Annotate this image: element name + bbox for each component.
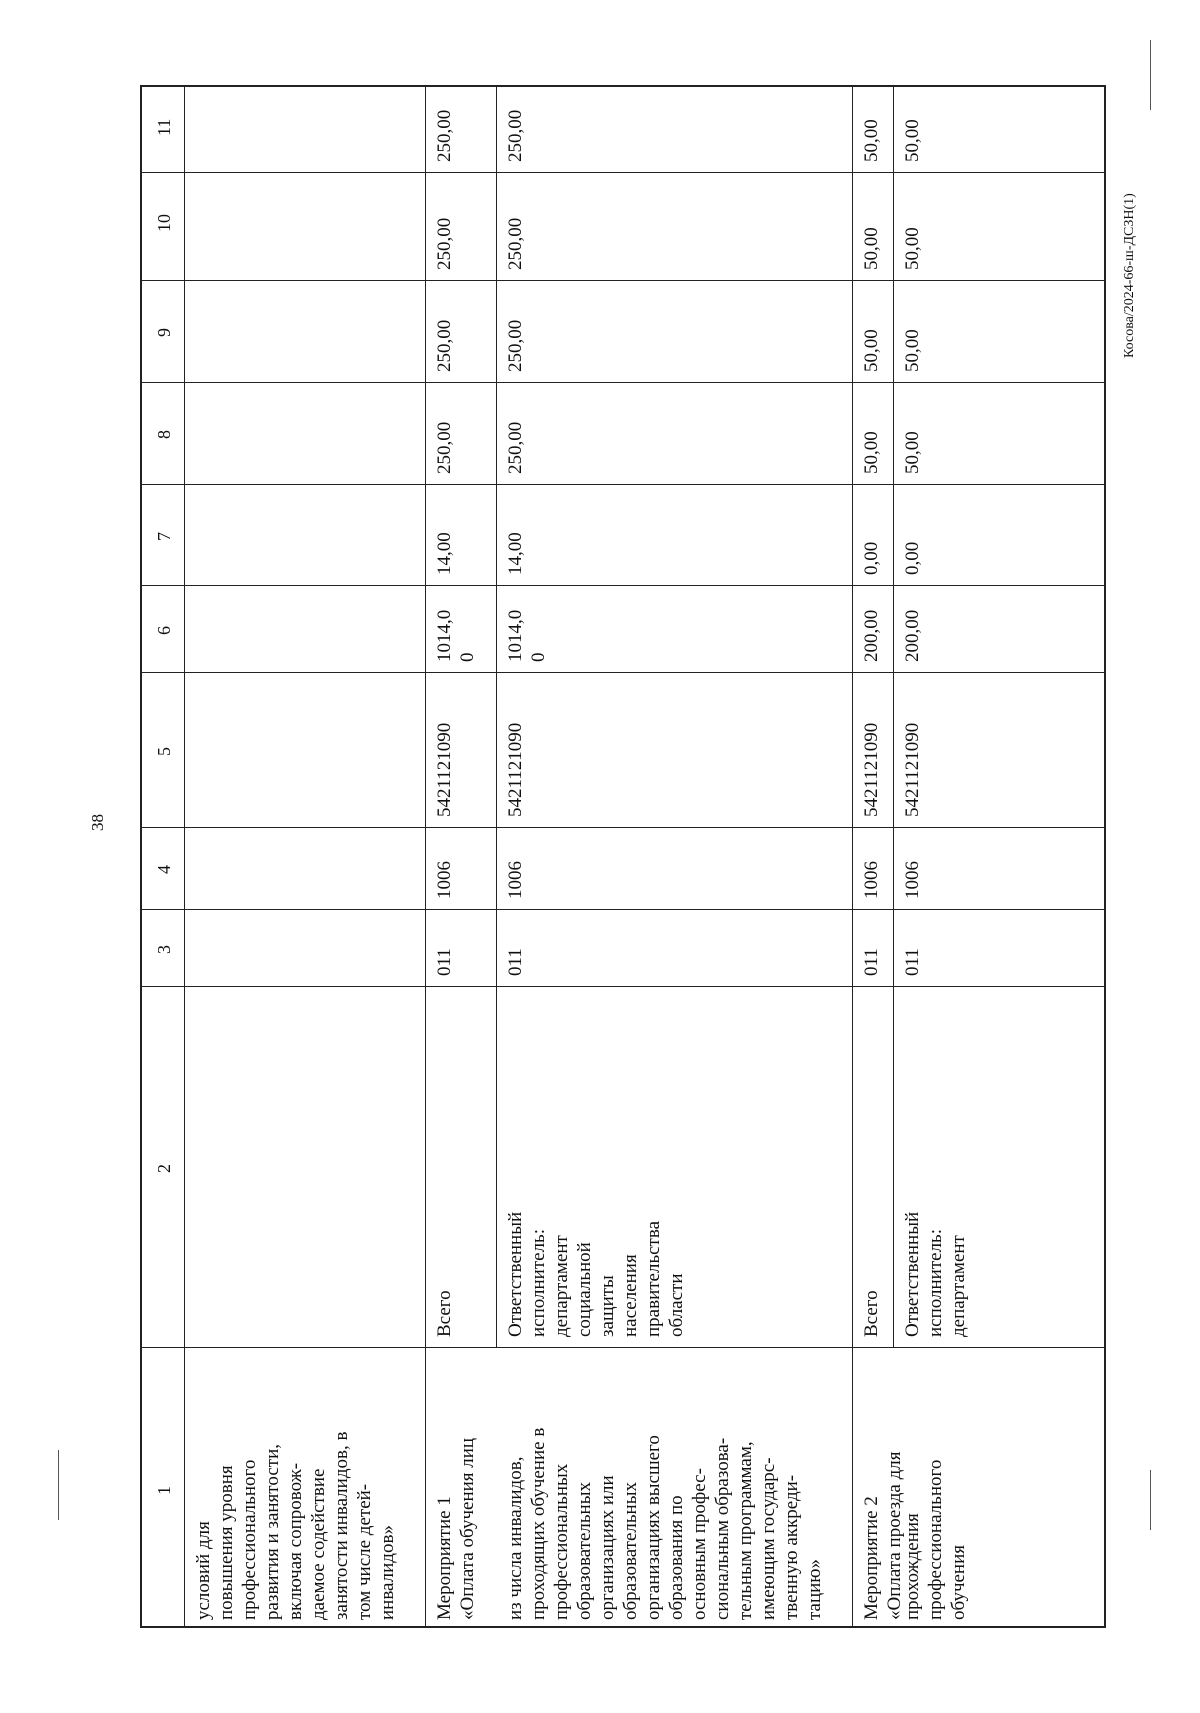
cell-text: 50,00 <box>902 431 923 474</box>
table-cell <box>893 1347 1108 1630</box>
cell-text: Ответственный <box>505 1211 526 1337</box>
cell-text: 200,00 <box>861 609 882 662</box>
table-cell <box>893 484 1108 585</box>
cell-text: повышения уровня <box>216 1465 237 1620</box>
cell-text: 250,00 <box>434 421 455 474</box>
cell-text: 9 <box>154 328 174 337</box>
table-cell <box>893 827 1108 909</box>
budget-table <box>140 85 1106 1628</box>
cell-text: даемое содействие <box>308 1468 329 1620</box>
table-cell <box>496 382 852 484</box>
cell-text: 50,00 <box>861 329 882 372</box>
table-cell <box>142 827 184 909</box>
table-cell <box>142 382 184 484</box>
cell-text: 250,00 <box>505 421 526 474</box>
table-cell <box>142 87 184 172</box>
table-cell <box>852 172 893 280</box>
cell-text: обучения <box>948 1544 969 1620</box>
cell-text: 11 <box>154 118 174 136</box>
cell-text: твенную аккреди- <box>781 1474 802 1620</box>
table-cell <box>425 1347 496 1630</box>
table-cell <box>496 280 852 382</box>
table-cell <box>496 986 852 1347</box>
cell-text: 0 <box>528 652 549 662</box>
cell-text: инвалидов» <box>377 1525 398 1620</box>
cell-text: 250,00 <box>434 217 455 270</box>
cell-text: 14,00 <box>434 532 455 575</box>
cell-text: тацию» <box>804 1559 825 1620</box>
table-cell <box>425 672 496 827</box>
table-cell <box>142 672 184 827</box>
cell-text: 1 <box>154 1485 174 1495</box>
cell-text: 250,00 <box>434 319 455 372</box>
table-cell <box>496 585 852 672</box>
cell-text: 011 <box>861 948 882 976</box>
table-cell <box>142 1347 184 1630</box>
table-cell <box>852 827 893 909</box>
table-cell <box>142 172 184 280</box>
cell-text: 50,00 <box>861 227 882 270</box>
table-cell <box>893 986 1108 1347</box>
cell-text: из числа инвалидов, <box>505 1456 526 1620</box>
table-cell <box>852 672 893 827</box>
table-cell <box>852 986 893 1347</box>
cell-text: 3 <box>154 944 174 954</box>
table-cell <box>496 1347 852 1630</box>
table-cell <box>893 382 1108 484</box>
cell-text: социальной <box>574 1242 595 1337</box>
cell-text: образовательных <box>574 1482 595 1620</box>
cell-text: включая сопровож- <box>285 1462 306 1620</box>
cell-text: профессионального <box>925 1459 946 1620</box>
table-cell <box>142 280 184 382</box>
cell-text: 5421121090 <box>902 722 923 817</box>
cell-text: сиональным образова- <box>712 1437 733 1620</box>
cell-text: имеющим государс- <box>758 1457 779 1620</box>
table-cell <box>852 280 893 382</box>
cell-text: проходящих обучение в <box>528 1427 549 1620</box>
cell-text: Ответственный <box>902 1211 923 1337</box>
cell-text: 1014,0 <box>434 609 455 662</box>
table-cell <box>852 909 893 986</box>
cell-text: 250,00 <box>505 319 526 372</box>
cell-text: исполнитель: <box>528 1229 549 1337</box>
side-margin-line <box>1150 1470 1151 1530</box>
table-cell <box>142 986 184 1347</box>
cell-text: населения <box>620 1254 641 1337</box>
table-cell <box>496 827 852 909</box>
cell-text: 5421121090 <box>505 722 526 817</box>
cell-text: Всего <box>861 1290 882 1337</box>
cell-text: образовательных <box>620 1482 641 1620</box>
table-cell <box>893 87 1108 172</box>
page-number <box>88 805 110 845</box>
cell-text: профессиональных <box>551 1463 572 1620</box>
table-cell <box>852 585 893 672</box>
table-cell <box>893 672 1108 827</box>
cell-text: профессионального <box>239 1459 260 1620</box>
cell-text: том числе детей- <box>354 1483 375 1620</box>
table-cell <box>496 87 852 172</box>
cell-text: 1006 <box>505 861 526 899</box>
cell-text: тельным программам, <box>735 1441 756 1620</box>
cell-text: 50,00 <box>861 431 882 474</box>
cell-text: «Оплата проезда для <box>884 1451 905 1620</box>
cell-text: 10 <box>154 214 174 232</box>
cell-text: 250,00 <box>434 109 455 162</box>
cell-text: 2 <box>154 1163 174 1173</box>
cell-text: образования по <box>666 1495 687 1620</box>
cell-text: 1006 <box>861 861 882 899</box>
cell-text: развития и занятости, <box>262 1444 283 1620</box>
cell-text: 50,00 <box>902 227 923 270</box>
table-cell <box>893 585 1108 672</box>
cell-text: департамент <box>551 1235 572 1337</box>
cell-text: 0 <box>457 652 478 662</box>
table-cell <box>142 909 184 986</box>
cell-text: 7 <box>154 531 174 541</box>
table-cell <box>852 87 893 172</box>
table-cell <box>425 484 496 585</box>
table-cell <box>893 280 1108 382</box>
cell-text: 14,00 <box>505 532 526 575</box>
table-cell <box>852 1347 905 1630</box>
table-cell <box>893 172 1108 280</box>
table-cell <box>184 1347 425 1630</box>
cell-text: 250,00 <box>505 217 526 270</box>
cell-text: Мероприятие 2 <box>861 1496 882 1620</box>
page-number-text: 38 <box>88 814 107 831</box>
table-cell <box>425 585 496 672</box>
cell-text: 50,00 <box>902 329 923 372</box>
footer-code-text: Косова/2024-66-ш-ДСЗН(1) <box>1122 193 1137 358</box>
table-cell <box>425 827 496 909</box>
cell-text: 50,00 <box>861 119 882 162</box>
cell-text: организациях или <box>597 1475 618 1620</box>
table-cell <box>425 280 496 382</box>
cell-text: Мероприятие 1 <box>434 1496 455 1620</box>
cell-text: 50,00 <box>902 119 923 162</box>
cell-text: организациях высшего <box>643 1435 664 1620</box>
cell-text: 1014,0 <box>505 609 526 662</box>
cell-text: 5 <box>154 746 174 756</box>
table-cell <box>893 909 1108 986</box>
table-cell <box>852 484 893 585</box>
cell-text: основным профес- <box>689 1468 710 1620</box>
cell-text: области <box>666 1273 687 1337</box>
table-cell <box>425 87 496 172</box>
side-margin-line <box>58 1450 59 1520</box>
cell-text: 250,00 <box>505 109 526 162</box>
table-cell <box>142 585 184 672</box>
side-margin-line <box>1150 40 1151 110</box>
cell-text: «Оплата обучения лиц <box>457 1437 478 1620</box>
table-cell <box>496 909 852 986</box>
cell-text: защиты <box>597 1275 618 1337</box>
cell-text: 4 <box>154 865 174 874</box>
table-cell <box>425 909 496 986</box>
cell-text: занятости инвалидов, в <box>331 1431 352 1620</box>
cell-text: 5421121090 <box>861 722 882 817</box>
cell-text: 0,00 <box>902 541 923 575</box>
cell-text: правительства <box>643 1220 664 1337</box>
cell-text: 011 <box>434 948 455 976</box>
cell-text: условий для <box>193 1521 214 1620</box>
table-cell <box>852 382 893 484</box>
cell-text: 5421121090 <box>434 722 455 817</box>
cell-text: 1006 <box>434 861 455 899</box>
table-cell <box>496 172 852 280</box>
cell-text: 0,00 <box>861 541 882 575</box>
table-cell <box>425 986 496 1347</box>
cell-text: 011 <box>505 948 526 976</box>
cell-text: 1006 <box>902 861 923 899</box>
cell-text: 011 <box>902 948 923 976</box>
table-cell <box>142 484 184 585</box>
table-cell <box>425 172 496 280</box>
cell-text: прохождения <box>902 1513 923 1620</box>
cell-text: Всего <box>434 1290 455 1337</box>
footer-document-code <box>1122 100 1152 360</box>
cell-text: 200,00 <box>902 609 923 662</box>
table-cell <box>425 382 496 484</box>
cell-text: исполнитель: <box>925 1229 946 1337</box>
cell-text: департамент <box>948 1235 969 1337</box>
table-cell <box>496 672 852 827</box>
table-cell <box>496 484 852 585</box>
cell-text: 6 <box>154 625 174 635</box>
cell-text: 8 <box>154 430 174 439</box>
